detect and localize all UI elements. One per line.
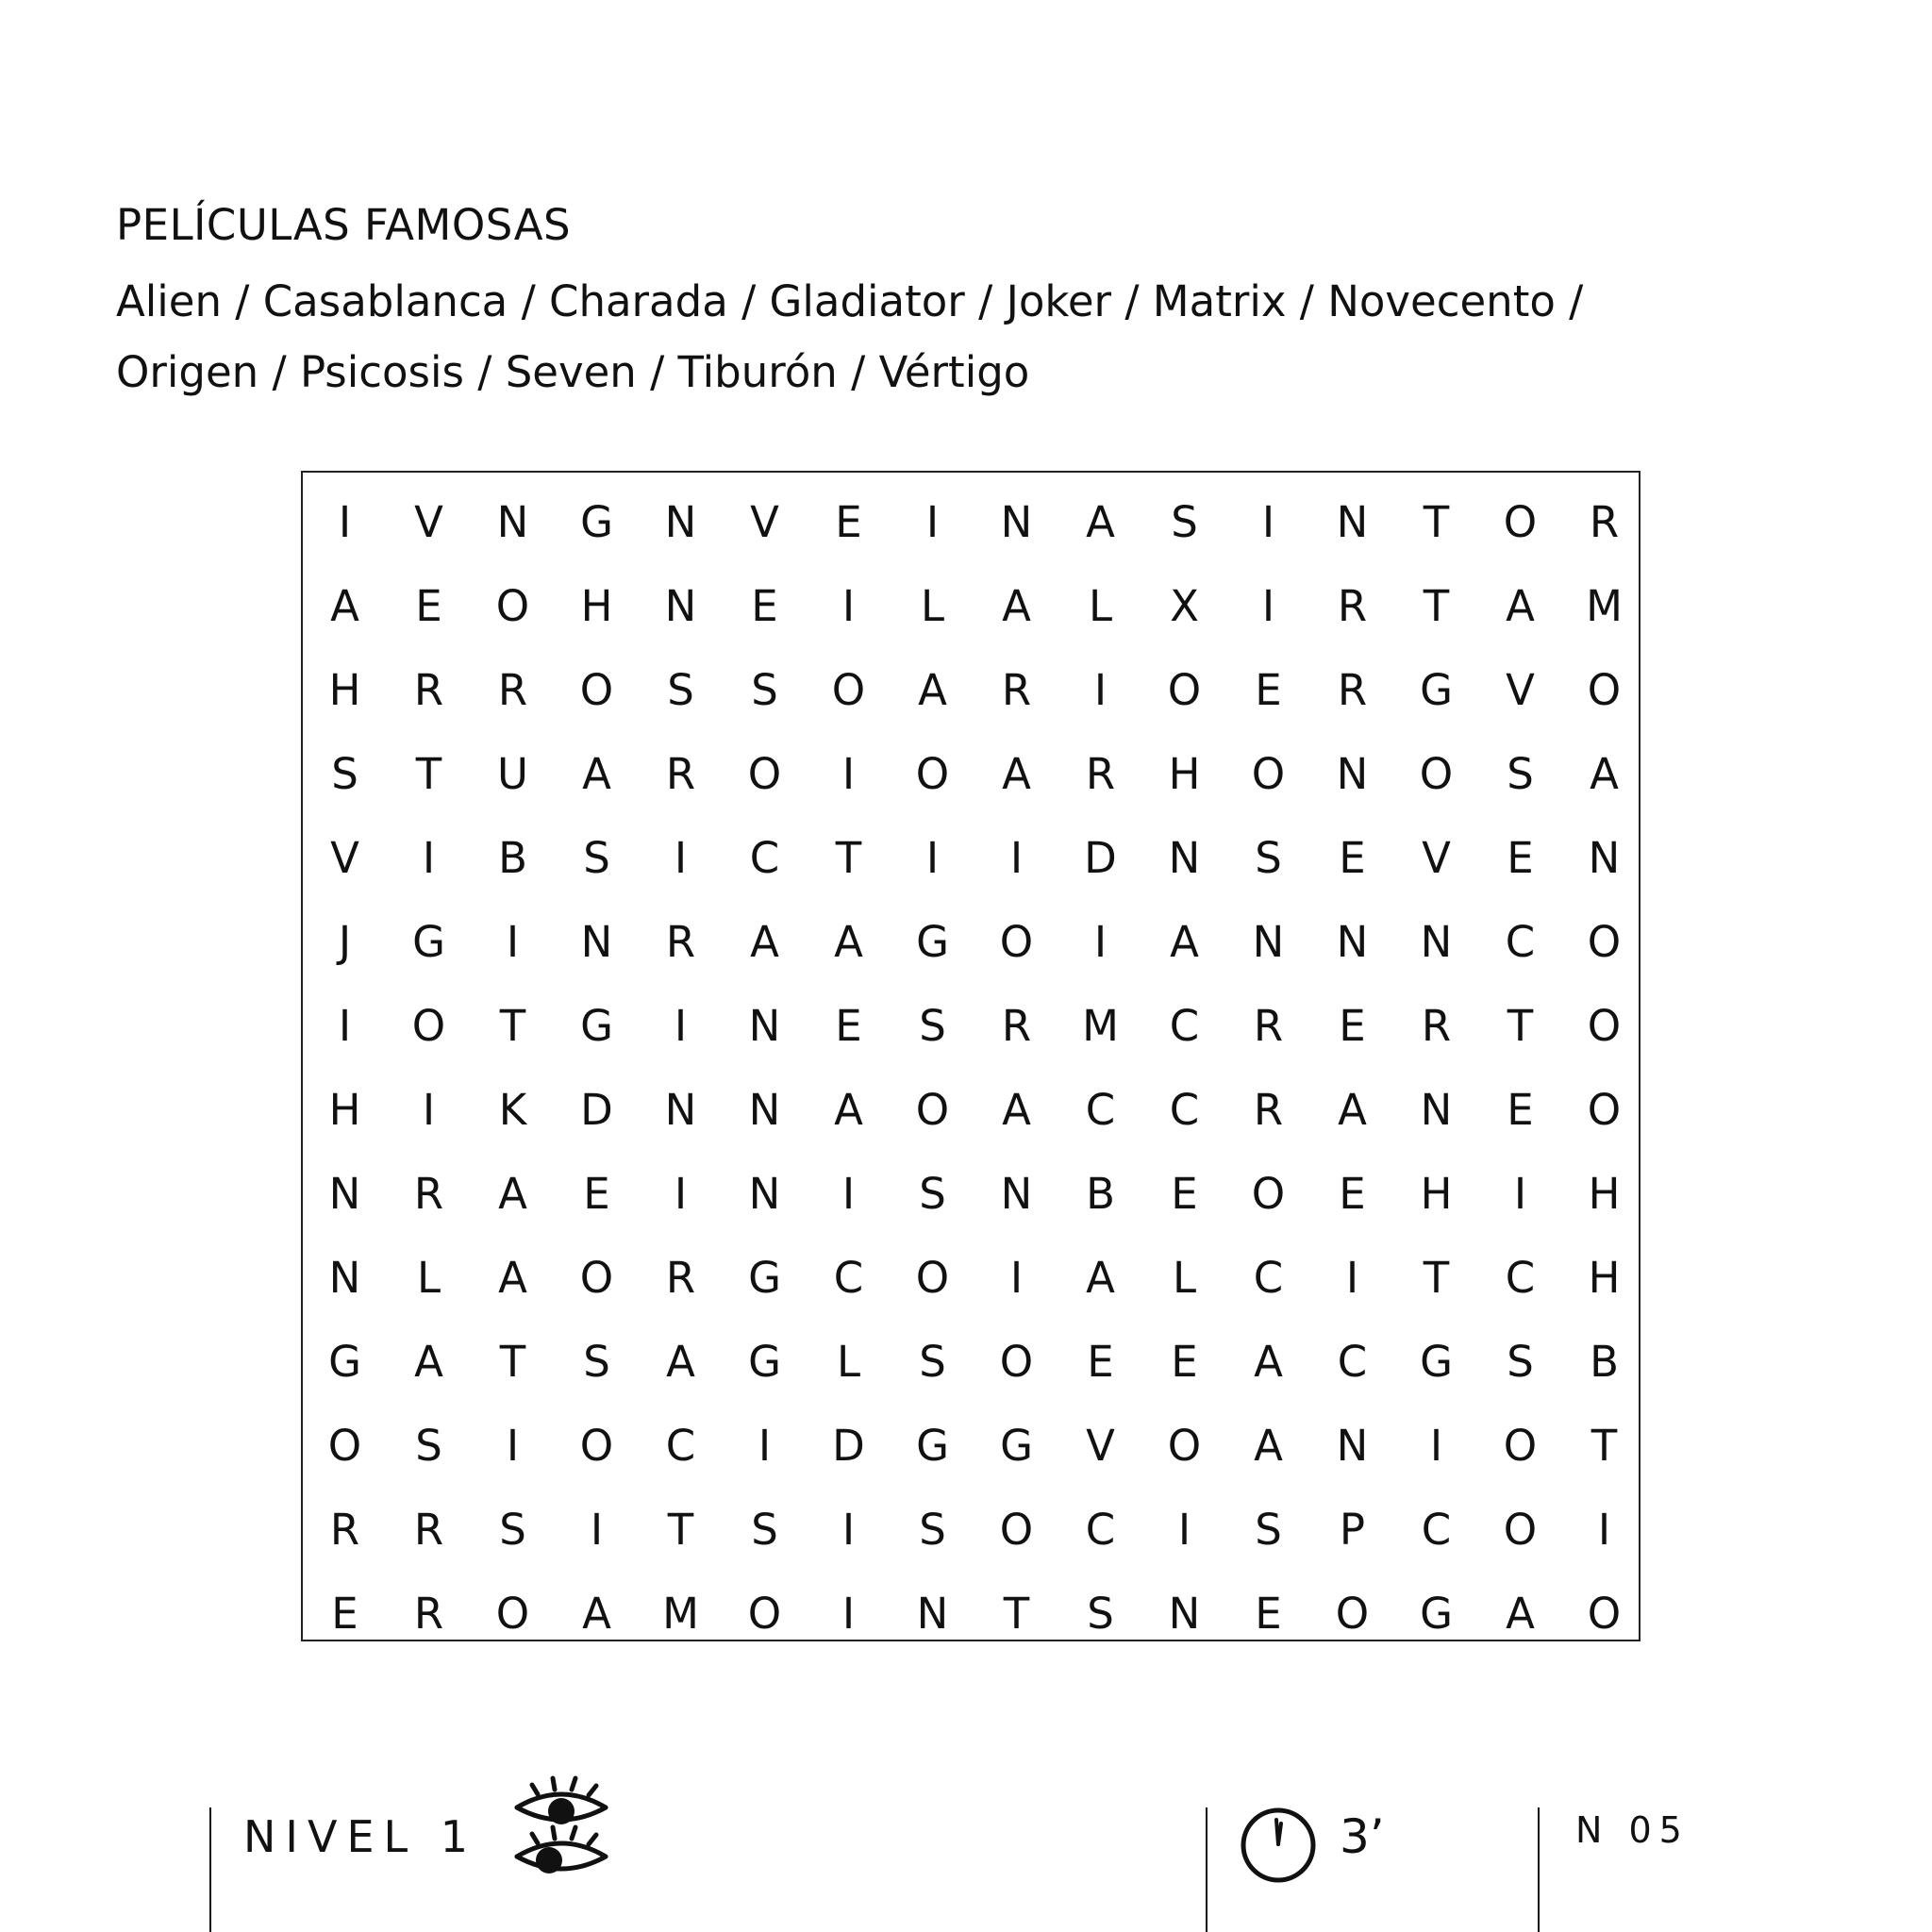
grid-cell[interactable]: N (328, 1169, 361, 1219)
grid-cell[interactable]: G (1000, 1421, 1033, 1471)
grid-cell[interactable]: O (1587, 1085, 1622, 1135)
grid-cell[interactable]: O (1167, 1421, 1202, 1471)
grid-cell[interactable]: L (836, 1337, 861, 1387)
grid-cell[interactable]: V (1422, 833, 1451, 883)
grid-cell[interactable]: R (329, 1505, 360, 1555)
grid-cell[interactable]: T (499, 1001, 526, 1051)
grid-cell[interactable]: I (841, 581, 856, 631)
grid-row (303, 480, 1639, 564)
grid-cell[interactable]: A (498, 1253, 527, 1303)
puzzle-title: PELÍCULAS FAMOSAS (116, 200, 572, 250)
grid-cell[interactable]: N (1000, 1169, 1033, 1219)
grid-cell[interactable]: E (1339, 1169, 1366, 1219)
grid-cell[interactable]: M (662, 1589, 699, 1639)
grid-cell[interactable]: A (1002, 581, 1031, 631)
word-list-line-1: Alien / Casablanca / Charada / Gladiator / Joker / Matrix / Novecento / (116, 276, 1584, 326)
grid-cell[interactable]: A (582, 1589, 611, 1639)
grid-cell[interactable]: H (328, 665, 361, 715)
grid-cell[interactable]: O (411, 1001, 446, 1051)
grid-cell[interactable]: I (674, 1001, 688, 1051)
eyes-icon (509, 1774, 613, 1886)
grid-cell[interactable]: S (919, 1169, 946, 1219)
grid-cell[interactable]: T (415, 749, 442, 799)
grid-cell[interactable]: D (580, 1085, 613, 1135)
grid-cell[interactable]: O (999, 1505, 1034, 1555)
grid-cell[interactable]: S (1255, 833, 1282, 883)
letter-grid (303, 473, 1639, 1640)
grid-row (303, 648, 1639, 732)
grid-cell[interactable]: I (1261, 497, 1275, 547)
grid-cell[interactable]: E (1339, 833, 1366, 883)
grid-cell[interactable]: V (1506, 665, 1535, 715)
grid-cell[interactable]: R (665, 1253, 696, 1303)
grid-row (303, 1236, 1639, 1320)
grid-cell[interactable]: V (750, 497, 779, 547)
grid-row (303, 900, 1639, 984)
footer-divider-middle (1206, 1807, 1208, 1932)
grid-cell[interactable]: E (1255, 665, 1282, 715)
grid-row (303, 1068, 1639, 1152)
grid-cell[interactable]: L (920, 581, 945, 631)
clock-icon (1240, 1807, 1317, 1888)
word-list (116, 266, 1663, 408)
grid-cell[interactable]: R (413, 665, 444, 715)
grid-cell[interactable]: D (832, 1421, 865, 1471)
grid-cell[interactable]: S (1507, 1337, 1534, 1387)
grid-cell[interactable]: T (1423, 497, 1450, 547)
grid-row (303, 1152, 1639, 1236)
grid-cell[interactable]: T (1507, 1001, 1534, 1051)
grid-cell[interactable]: A (1002, 1085, 1031, 1135)
grid-cell[interactable]: B (1590, 1337, 1619, 1387)
grid-cell[interactable]: S (919, 1001, 946, 1051)
grid-cell[interactable]: I (841, 749, 856, 799)
grid-cell[interactable]: H (1420, 1169, 1453, 1219)
grid-cell[interactable]: E (1171, 1169, 1198, 1219)
grid-cell[interactable]: O (1167, 665, 1202, 715)
grid-cell[interactable]: N (1336, 917, 1369, 967)
grid-cell[interactable]: R (1337, 665, 1368, 715)
grid-cell[interactable]: O (831, 665, 866, 715)
grid-cell[interactable]: A (666, 1337, 695, 1387)
grid-cell[interactable]: E (1087, 1337, 1114, 1387)
grid-cell[interactable]: C (1337, 1337, 1368, 1387)
grid-cell[interactable]: C (665, 1421, 696, 1471)
grid-row (303, 732, 1639, 816)
grid-cell[interactable]: S (415, 1421, 442, 1471)
grid-cell[interactable]: C (1505, 917, 1536, 967)
grid-cell[interactable]: N (1336, 749, 1369, 799)
grid-cell[interactable]: J (338, 917, 352, 967)
level-label: NIVEL 1 (243, 1811, 478, 1862)
grid-cell[interactable]: G (1420, 665, 1453, 715)
grid-cell[interactable]: N (748, 1085, 781, 1135)
grid-cell[interactable]: I (841, 1589, 856, 1639)
grid-cell[interactable]: L (1088, 581, 1113, 631)
grid-cell[interactable]: E (835, 497, 862, 547)
grid-cell[interactable]: A (498, 1169, 527, 1219)
grid-cell[interactable]: N (664, 497, 697, 547)
grid-cell[interactable]: R (413, 1505, 444, 1555)
grid-cell[interactable]: O (1419, 749, 1454, 799)
grid-cell[interactable]: T (667, 1505, 694, 1555)
grid-cell[interactable]: G (748, 1253, 781, 1303)
grid-cell[interactable]: N (1000, 497, 1033, 547)
grid-cell[interactable]: E (583, 1169, 610, 1219)
puzzle-number: N 05 (1575, 1809, 1690, 1851)
grid-cell[interactable]: R (1001, 1001, 1032, 1051)
grid-cell[interactable]: T (835, 833, 862, 883)
grid-cell[interactable]: N (1168, 1589, 1201, 1639)
grid-cell[interactable]: N (1168, 833, 1201, 883)
grid-cell[interactable]: E (415, 581, 442, 631)
grid-cell[interactable]: G (916, 1421, 949, 1471)
grid-cell[interactable]: N (1336, 497, 1369, 547)
grid-cell[interactable]: G (916, 917, 949, 967)
grid-cell[interactable]: O (1503, 497, 1538, 547)
grid-cell[interactable]: R (497, 665, 528, 715)
grid-cell[interactable]: U (497, 749, 528, 799)
grid-cell[interactable]: H (1588, 1253, 1621, 1303)
grid-cell[interactable]: R (1589, 497, 1620, 547)
grid-cell[interactable]: S (499, 1505, 526, 1555)
grid-cell[interactable]: I (925, 833, 940, 883)
grid-row (303, 564, 1639, 648)
grid-cell[interactable]: A (414, 1337, 443, 1387)
grid-cell[interactable]: A (1506, 1589, 1535, 1639)
grid-cell[interactable]: R (665, 749, 696, 799)
grid-cell[interactable]: C (1085, 1085, 1116, 1135)
grid-cell[interactable]: G (1420, 1589, 1453, 1639)
grid-cell[interactable]: I (506, 1421, 520, 1471)
grid-cell[interactable]: N (748, 1169, 781, 1219)
grid-cell[interactable]: H (1588, 1169, 1621, 1219)
grid-cell[interactable]: T (1591, 1421, 1618, 1471)
grid-cell[interactable]: A (1002, 749, 1031, 799)
grid-cell[interactable]: H (580, 581, 613, 631)
grid-cell[interactable]: A (834, 917, 863, 967)
word-list-line-2: Origen / Psicosis / Seven / Tiburón / Vértigo (116, 347, 1030, 397)
grid-cell[interactable]: S (751, 1505, 778, 1555)
grid-cell[interactable]: A (1590, 749, 1619, 799)
grid-cell[interactable]: I (925, 497, 940, 547)
grid-cell[interactable]: O (579, 1253, 614, 1303)
grid-cell[interactable]: G (1420, 1337, 1453, 1387)
grid-cell[interactable]: B (1086, 1169, 1115, 1219)
grid-cell[interactable]: S (667, 665, 694, 715)
grid-cell[interactable]: I (338, 1001, 352, 1051)
grid-cell[interactable]: H (1168, 749, 1201, 799)
grid-cell[interactable]: O (915, 749, 950, 799)
grid-cell[interactable]: I (1513, 1169, 1527, 1219)
grid-cell[interactable]: N (1336, 1421, 1369, 1471)
grid-cell[interactable]: A (1086, 497, 1115, 547)
grid-cell[interactable]: G (412, 917, 445, 967)
grid-cell[interactable]: O (999, 917, 1034, 967)
grid-cell[interactable]: T (499, 1337, 526, 1387)
grid-cell[interactable]: O (915, 1085, 950, 1135)
grid-row (303, 1404, 1639, 1488)
grid-cell[interactable]: H (328, 1085, 361, 1135)
grid-cell[interactable]: I (674, 1169, 688, 1219)
grid-cell[interactable]: A (834, 1085, 863, 1135)
grid-cell[interactable]: M (1082, 1001, 1119, 1051)
grid-cell[interactable]: O (915, 1253, 950, 1303)
grid-cell[interactable]: E (835, 1001, 862, 1051)
grid-cell[interactable]: O (495, 581, 530, 631)
grid-cell[interactable]: N (328, 1253, 361, 1303)
grid-cell[interactable]: O (747, 749, 782, 799)
grid-cell[interactable]: R (1001, 665, 1032, 715)
grid-cell[interactable]: O (495, 1589, 530, 1639)
grid-cell[interactable]: I (1261, 581, 1275, 631)
grid-cell[interactable]: V (414, 497, 443, 547)
grid-cell[interactable]: P (1339, 1505, 1366, 1555)
grid-cell[interactable]: O (1587, 1589, 1622, 1639)
grid-cell[interactable]: I (674, 833, 688, 883)
grid-cell[interactable]: E (751, 581, 778, 631)
grid-cell[interactable]: S (583, 1337, 610, 1387)
grid-cell[interactable]: C (1169, 1001, 1200, 1051)
grid-cell[interactable]: C (833, 1253, 864, 1303)
grid-cell[interactable]: I (1009, 833, 1024, 883)
grid-cell[interactable]: A (330, 581, 359, 631)
grid-cell[interactable]: C (749, 833, 780, 883)
grid-cell[interactable]: O (1587, 665, 1622, 715)
grid-cell[interactable]: A (750, 917, 779, 967)
grid-cell[interactable]: N (748, 1001, 781, 1051)
grid-cell[interactable]: R (1253, 1085, 1284, 1135)
grid-cell[interactable]: O (1251, 749, 1286, 799)
grid-cell[interactable]: A (1170, 917, 1199, 967)
grid-cell[interactable]: C (1169, 1085, 1200, 1135)
grid-cell[interactable]: S (919, 1505, 946, 1555)
grid-cell[interactable]: I (1429, 1421, 1443, 1471)
grid-cell[interactable]: N (1420, 1085, 1453, 1135)
grid-cell[interactable]: E (1339, 1001, 1366, 1051)
footer-divider-right (1538, 1807, 1540, 1932)
grid-cell[interactable]: I (590, 1505, 604, 1555)
grid-cell[interactable]: O (999, 1337, 1034, 1387)
grid-cell[interactable]: L (416, 1253, 441, 1303)
grid-cell[interactable]: I (1177, 1505, 1191, 1555)
grid-cell[interactable]: C (1505, 1253, 1536, 1303)
grid-cell[interactable]: I (841, 1505, 856, 1555)
grid-cell[interactable]: C (1253, 1253, 1284, 1303)
grid-cell[interactable]: T (1003, 1589, 1030, 1639)
grid-row (303, 1320, 1639, 1404)
footer-divider-left (209, 1807, 211, 1932)
grid-cell[interactable]: R (665, 917, 696, 967)
grid-cell[interactable]: R (1253, 1001, 1284, 1051)
grid-cell[interactable]: N (664, 581, 697, 631)
grid-row (303, 984, 1639, 1068)
word-search-grid (301, 471, 1641, 1641)
grid-cell[interactable]: I (1345, 1253, 1359, 1303)
grid-cell[interactable]: O (747, 1589, 782, 1639)
grid-cell[interactable]: N (1420, 917, 1453, 967)
grid-cell[interactable]: X (1170, 581, 1199, 631)
grid-cell[interactable]: G (580, 1001, 613, 1051)
grid-cell[interactable]: C (1421, 1505, 1452, 1555)
grid-row (303, 1572, 1639, 1656)
grid-cell[interactable]: O (1587, 917, 1622, 967)
grid-cell[interactable]: I (1009, 1253, 1024, 1303)
grid-cell[interactable]: I (1093, 917, 1108, 967)
grid-cell[interactable]: N (1588, 833, 1621, 883)
grid-cell[interactable]: O (1503, 1505, 1538, 1555)
grid-cell[interactable]: M (1586, 581, 1623, 631)
grid-cell[interactable]: E (1171, 1337, 1198, 1387)
grid-cell[interactable]: N (1252, 917, 1285, 967)
grid-cell[interactable]: S (1255, 1505, 1282, 1555)
grid-cell[interactable]: A (1254, 1421, 1283, 1471)
grid-cell[interactable]: T (1423, 581, 1450, 631)
grid-cell[interactable]: S (583, 833, 610, 883)
grid-row (303, 1488, 1639, 1572)
grid-cell[interactable]: I (338, 497, 352, 547)
grid-cell[interactable]: O (1251, 1169, 1286, 1219)
grid-cell[interactable]: S (751, 665, 778, 715)
grid-cell[interactable]: R (1337, 581, 1368, 631)
grid-cell[interactable]: A (1506, 581, 1535, 631)
grid-cell[interactable]: A (1086, 1253, 1115, 1303)
grid-cell[interactable]: I (422, 1085, 436, 1135)
grid-cell[interactable]: V (330, 833, 359, 883)
grid-cell[interactable]: C (1085, 1505, 1116, 1555)
grid-row (303, 816, 1639, 900)
grid-cell[interactable]: I (422, 833, 436, 883)
grid-cell[interactable]: G (580, 497, 613, 547)
grid-cell[interactable]: R (1085, 749, 1116, 799)
grid-cell[interactable]: G (748, 1337, 781, 1387)
grid-cell[interactable]: D (1084, 833, 1117, 883)
grid-cell[interactable]: N (580, 917, 613, 967)
grid-cell[interactable]: R (413, 1589, 444, 1639)
grid-cell[interactable]: E (1507, 1085, 1534, 1135)
grid-cell[interactable]: A (1338, 1085, 1367, 1135)
grid-cell[interactable]: O (579, 665, 614, 715)
grid-cell[interactable]: N (664, 1085, 697, 1135)
grid-cell[interactable]: L (1172, 1253, 1197, 1303)
grid-cell[interactable]: I (506, 917, 520, 967)
grid-cell[interactable]: E (1507, 833, 1534, 883)
grid-cell[interactable]: G (328, 1337, 361, 1387)
grid-cell[interactable]: V (1086, 1421, 1115, 1471)
grid-cell[interactable]: I (758, 1421, 772, 1471)
grid-cell[interactable]: B (498, 833, 527, 883)
grid-cell[interactable]: S (331, 749, 358, 799)
grid-cell[interactable]: A (582, 749, 611, 799)
grid-cell[interactable]: N (496, 497, 529, 547)
grid-cell[interactable]: I (1597, 1505, 1611, 1555)
grid-cell[interactable]: S (1171, 497, 1198, 547)
grid-cell[interactable]: S (1507, 749, 1534, 799)
grid-cell[interactable]: O (1587, 1001, 1622, 1051)
grid-cell[interactable]: E (331, 1589, 358, 1639)
grid-cell[interactable]: K (498, 1085, 527, 1135)
grid-cell[interactable]: O (1335, 1589, 1370, 1639)
grid-cell[interactable]: R (1421, 1001, 1452, 1051)
grid-cell[interactable]: A (918, 665, 947, 715)
grid-cell[interactable]: S (1087, 1589, 1114, 1639)
grid-cell[interactable]: N (916, 1589, 949, 1639)
time-limit: 3’ (1340, 1809, 1385, 1864)
grid-cell[interactable]: T (1423, 1253, 1450, 1303)
grid-cell[interactable]: O (579, 1421, 614, 1471)
grid-cell[interactable]: A (1254, 1337, 1283, 1387)
grid-cell[interactable]: I (841, 1169, 856, 1219)
grid-cell[interactable]: O (1503, 1421, 1538, 1471)
grid-cell[interactable]: O (327, 1421, 362, 1471)
grid-cell[interactable]: S (919, 1337, 946, 1387)
grid-cell[interactable]: R (413, 1169, 444, 1219)
grid-cell[interactable]: E (1255, 1589, 1282, 1639)
grid-cell[interactable]: I (1093, 665, 1108, 715)
